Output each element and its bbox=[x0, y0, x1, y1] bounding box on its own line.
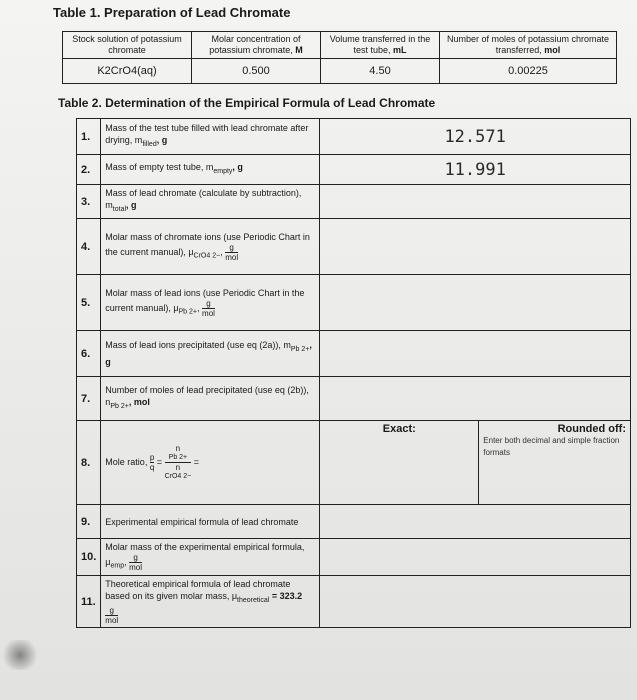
row-number: 1. bbox=[77, 119, 101, 155]
table-row bbox=[77, 539, 631, 576]
table2-title: Table 2. Determination of the Empirical Formula of Lead Chromate bbox=[58, 96, 436, 110]
row-description: Experimental empirical formula of lead chromate bbox=[101, 505, 320, 539]
row-description: Molar mass of lead ions (use Periodic Chart in the current manual), $\mu_{Pb 2+}$, $\frac{g}{\text{mol}}$ bbox=[101, 275, 320, 331]
value-cell-empirical-formula[interactable] bbox=[320, 505, 631, 539]
cell-concentration: 0.500 bbox=[192, 59, 321, 84]
row-number: 4. bbox=[77, 219, 101, 275]
row-number: 2. bbox=[77, 155, 101, 185]
rounded-note: Enter both decimal and simple fraction formats bbox=[483, 436, 620, 457]
header-stock-solution: Stock solution of potassium chromate bbox=[63, 32, 192, 59]
row-number: 5. bbox=[77, 275, 101, 331]
exact-cell[interactable] bbox=[320, 421, 479, 505]
table-row bbox=[77, 275, 631, 331]
row-description: Number of moles of lead precipitated (use eq (2b)), $n_{Pb 2+}$, mol bbox=[101, 377, 320, 421]
mole-ratio-formula: Mole ratio, $\frac{p}{q}$ = n Pb 2+ n CrO4 2− = bbox=[101, 421, 320, 505]
table-row bbox=[77, 331, 631, 377]
cell-moles: 0.00225 bbox=[440, 59, 617, 84]
row-description: Molar mass of the experimental empirical formula, $\mu_{emp}$, $\frac{g}{\text{mol}}$ bbox=[101, 539, 320, 576]
table1-data-row bbox=[63, 59, 617, 84]
row-description: Mass of the test tube filled with lead chromate after drying, $m_{filled}$, g bbox=[101, 119, 320, 155]
table-row bbox=[77, 119, 631, 155]
table1 bbox=[62, 31, 617, 84]
row-number: 3. bbox=[77, 185, 101, 219]
table-row bbox=[77, 377, 631, 421]
row-description: Mass of empty test tube, $m_{empty}$, g bbox=[101, 155, 320, 185]
value-cell-mass-filled[interactable]: 12.571 bbox=[320, 119, 631, 155]
header-moles: Number of moles of potassium chromate transferred, mol bbox=[440, 32, 617, 59]
table-row bbox=[77, 505, 631, 539]
header-molar-concentration: Molar concentration of potassium chromate, M bbox=[192, 32, 321, 59]
value-cell-molar-mass-chromate[interactable] bbox=[320, 219, 631, 275]
row-number: 8. bbox=[77, 421, 101, 505]
value-cell-theoretical-formula[interactable] bbox=[320, 575, 631, 628]
row-number: 7. bbox=[77, 377, 101, 421]
value-cell-molar-mass-emp[interactable] bbox=[320, 539, 631, 576]
rounded-cell[interactable] bbox=[479, 421, 631, 505]
header-volume: Volume transferred in the test tube, mL bbox=[321, 32, 440, 59]
row-number: 11. bbox=[77, 575, 101, 628]
value-cell-mass-total[interactable] bbox=[320, 185, 631, 219]
table-row-mole-ratio bbox=[77, 421, 631, 505]
value-cell-mass-empty[interactable]: 11.991 bbox=[320, 155, 631, 185]
cell-volume: 4.50 bbox=[321, 59, 440, 84]
exact-label: Exact: bbox=[382, 423, 416, 435]
cell-solution: K2CrO4(aq) bbox=[63, 59, 192, 84]
row-number: 10. bbox=[77, 539, 101, 576]
row-description: Mass of lead ions precipitated (use eq (2a)), $m_{Pb 2+}$, g bbox=[101, 331, 320, 377]
binder-ring-shadow bbox=[0, 640, 40, 670]
rounded-label: Rounded off: bbox=[557, 423, 626, 435]
row-number: 9. bbox=[77, 505, 101, 539]
table-row bbox=[77, 219, 631, 275]
table-row bbox=[77, 155, 631, 185]
value-cell-moles-lead[interactable] bbox=[320, 377, 631, 421]
row-description: Mass of lead chromate (calculate by subtraction), $m_{total}$, g bbox=[101, 185, 320, 219]
row-number: 6. bbox=[77, 331, 101, 377]
value-cell-mass-lead-ions[interactable] bbox=[320, 331, 631, 377]
row-description: Theoretical empirical formula of lead chromate based on its given molar mass, $\mu_{theoretical} = 323.2$ $\frac{g}{\text{mol}}$ bbox=[101, 575, 320, 628]
value-cell-molar-mass-lead[interactable] bbox=[320, 275, 631, 331]
table2 bbox=[76, 118, 631, 628]
table-row bbox=[77, 185, 631, 219]
table1-title: Table 1. Preparation of Lead Chromate bbox=[53, 5, 291, 20]
table-row bbox=[77, 575, 631, 628]
table1-header-row bbox=[63, 32, 617, 59]
row-description: Molar mass of chromate ions (use Periodic Chart in the current manual), $\mu_{CrO4 2-}$, $\frac{g}{\text{mol}}$ bbox=[101, 219, 320, 275]
